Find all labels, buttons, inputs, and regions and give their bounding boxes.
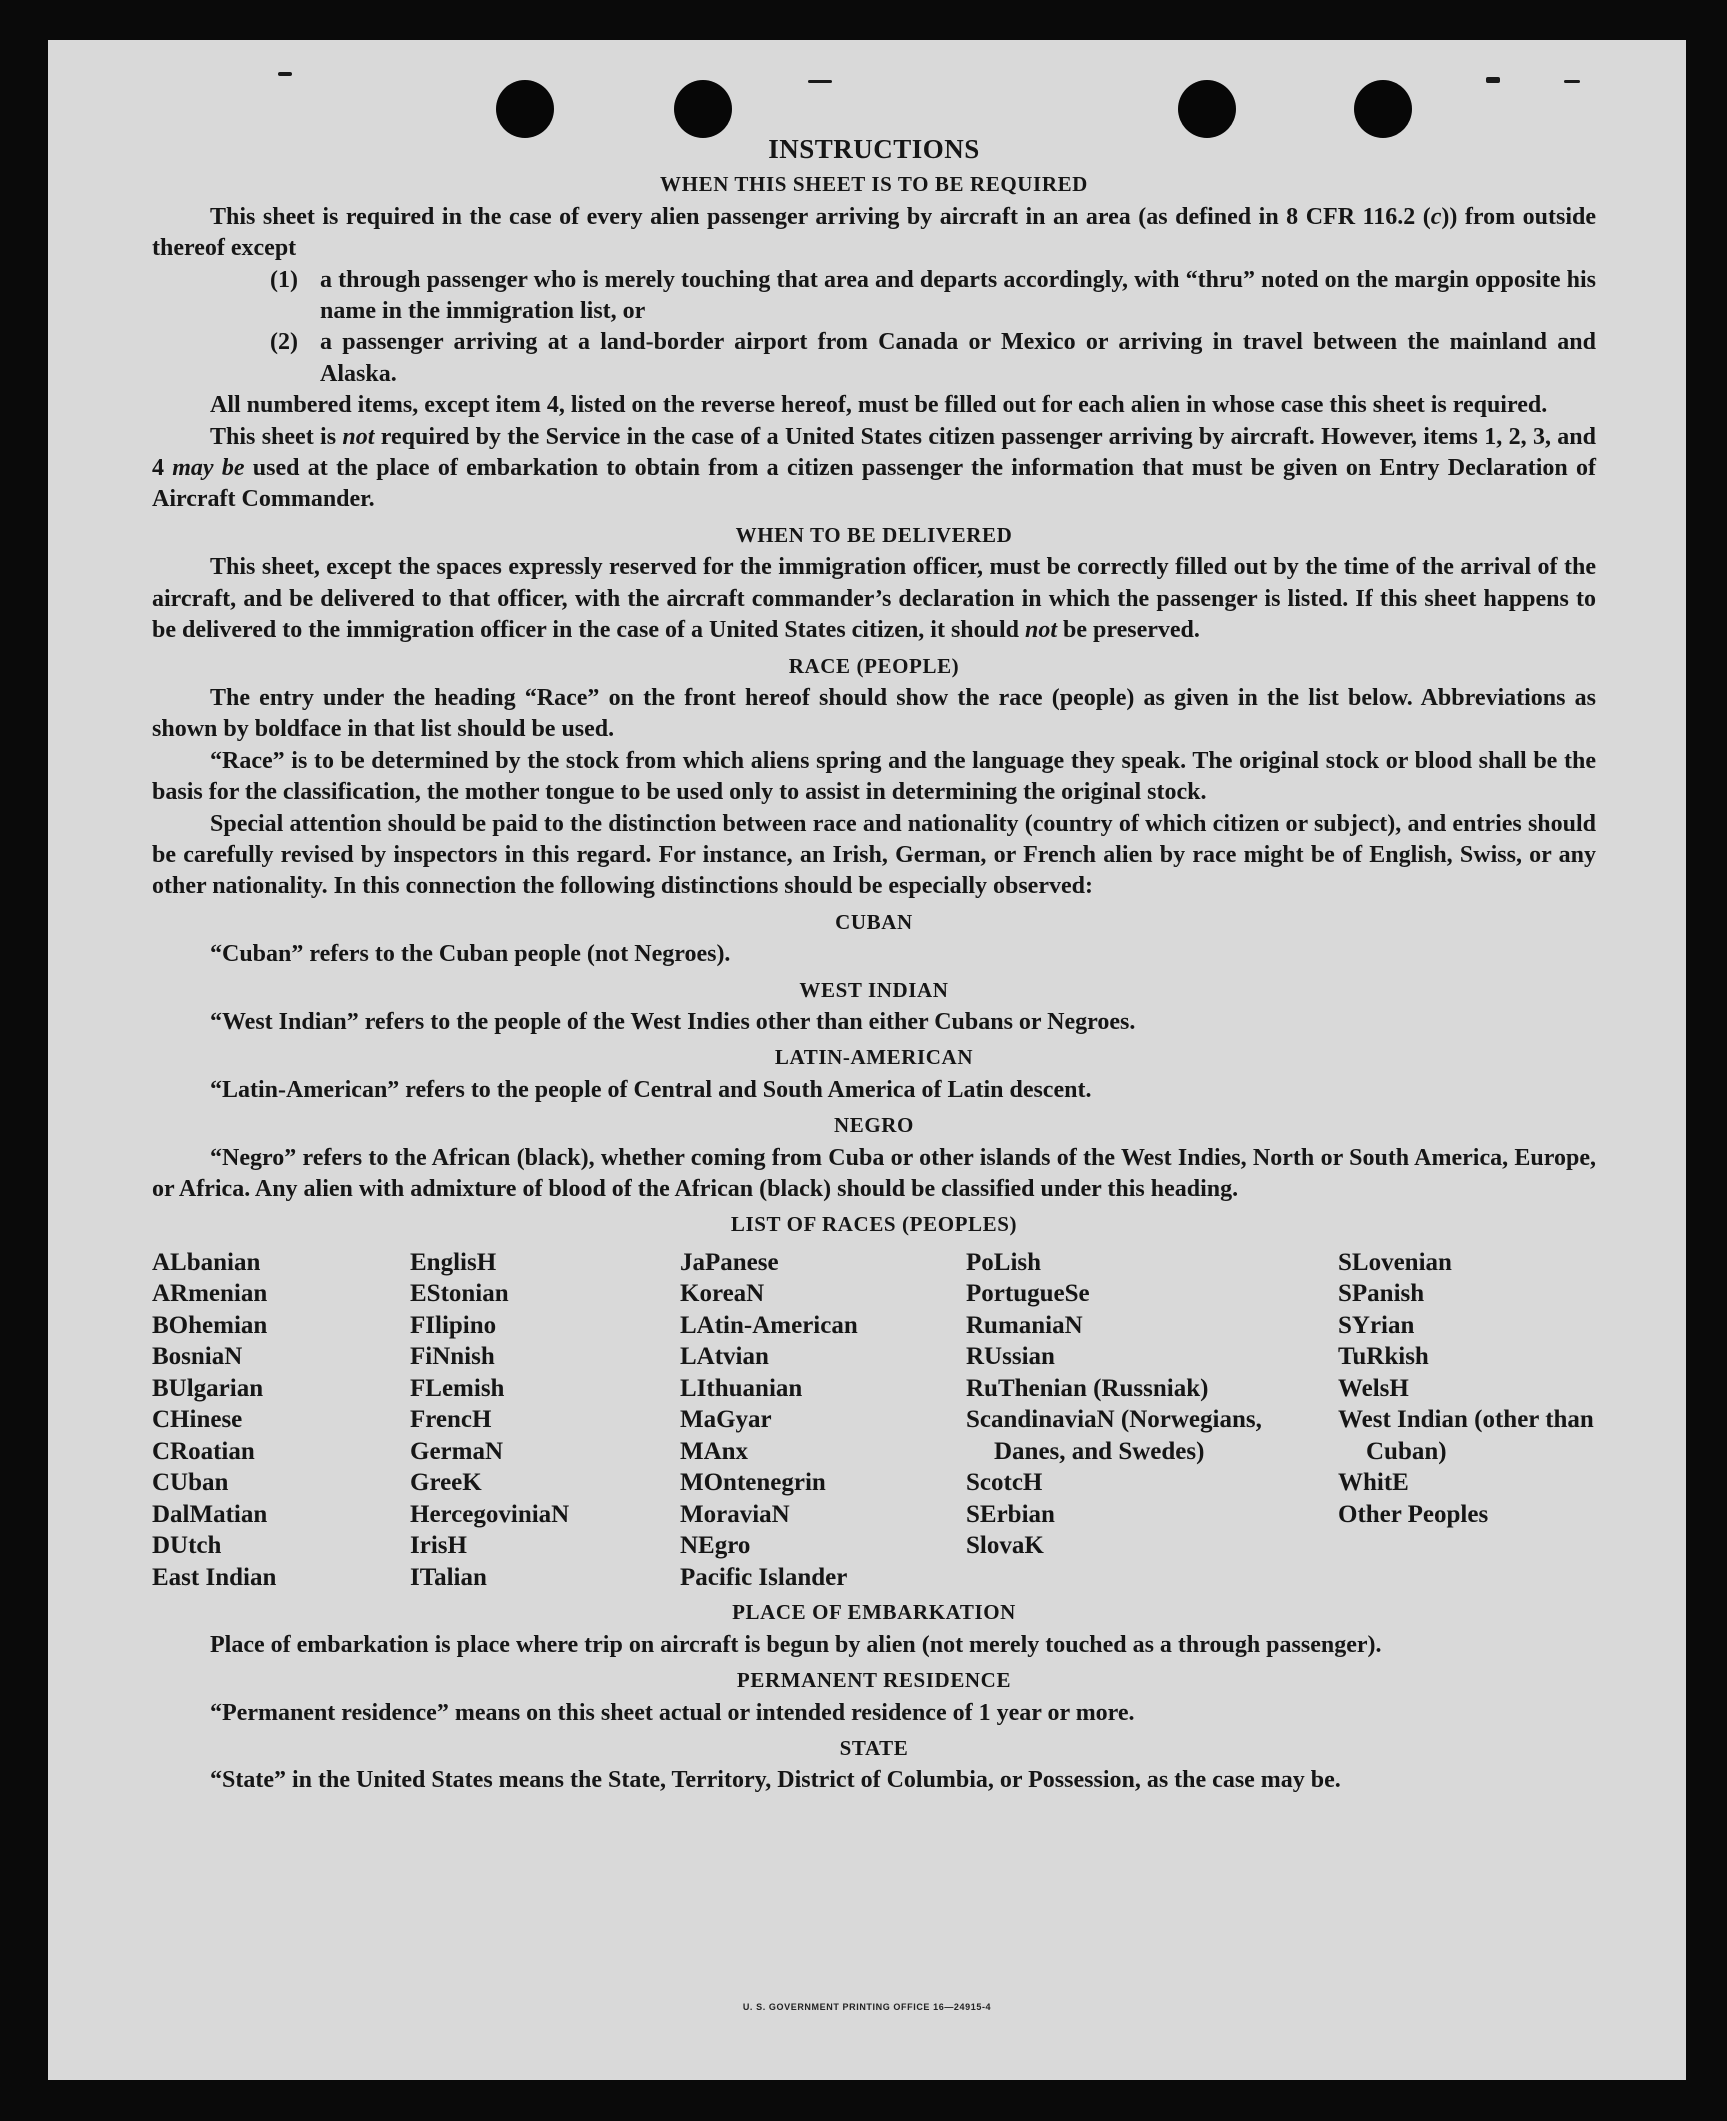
printing-office-footer: U. S. GOVERNMENT PRINTING OFFICE 16—24915-4 — [742, 2002, 992, 2012]
heading-when-delivered: WHEN TO BE DELIVERED — [735, 522, 1013, 547]
race-entry: SLovenian — [1338, 1248, 1452, 1276]
print-speck — [808, 80, 832, 83]
embarkation-text: Place of embarkation is place where trip on aircraft is begun by alien (not merely touched as a through passenger). — [210, 1631, 1382, 1658]
race-entry: FIlipino — [410, 1311, 497, 1339]
race-entry: LAtin-American — [680, 1311, 858, 1339]
race-entry: TuRkish — [1338, 1343, 1429, 1371]
race-entry: SErbian — [966, 1500, 1055, 1528]
race-entry: FLemish — [410, 1374, 505, 1402]
race-entry: RUssian — [966, 1343, 1055, 1371]
negro-text: “Negro” refers to the African (black), whether coming from Cuba or other islands of the West Indies, North or South America, Europe, or Africa. Any alien with admixture of blood of the African (black) should be classified under this heading. — [152, 1144, 1596, 1202]
race-entry: GermaN — [410, 1437, 504, 1465]
state-text: “State” in the United States means the State, Territory, District of Columbia, or Possession, as the case may be. — [210, 1767, 1341, 1794]
heading-negro: NEGRO — [833, 1113, 914, 1138]
race-column-2 — [410, 1247, 680, 1594]
race-entry: KoreaN — [680, 1280, 765, 1308]
print-speck — [1486, 77, 1500, 83]
race-entry: WhitE — [1338, 1469, 1409, 1497]
race-entry: ALbanian — [152, 1248, 261, 1276]
race-paragraph-3: Special attention should be paid to the distinction between race and nationality (country of which citizen or subject), and entries should be carefully revised by inspectors in this regard. For instance, an Irish, German, or French alien by race might be of English, Swiss, or any other nationality. In this connection the following distinctions should be especially observed: — [152, 810, 1596, 900]
race-entry: SPanish — [1338, 1280, 1425, 1308]
residence-text: “Permanent residence” means on this sheet actual or intended residence of 1 year or more. — [210, 1699, 1135, 1726]
punch-hole — [1354, 80, 1412, 138]
race-entry: BosniaN — [152, 1343, 243, 1371]
heading-when-required: WHEN THIS SHEET IS TO BE REQUIRED — [660, 172, 1088, 197]
race-column-3 — [680, 1247, 966, 1594]
race-column-1 — [152, 1247, 410, 1594]
heading-west-indian: WEST INDIAN — [799, 977, 949, 1002]
race-entry: SYrian — [1338, 1311, 1415, 1339]
heading-cuban: CUBAN — [835, 909, 913, 934]
race-entry: SlovaK — [966, 1532, 1044, 1560]
race-entry: ScandinaviaN (Norwegians, Danes, and Swedes) — [966, 1406, 1262, 1465]
page-title: INSTRUCTIONS — [768, 134, 980, 164]
race-entry: BUlgarian — [152, 1374, 264, 1402]
race-entry: PortugueSe — [966, 1280, 1090, 1308]
race-entry: PoLish — [966, 1248, 1042, 1276]
race-entry: West Indian (other than Cuban) — [1338, 1406, 1594, 1465]
exception-item-1: (1) a through passenger who is merely touching that area and departs accordingly, with “thru” noted on the margin opposite his name in the immigration list, or — [270, 266, 1596, 325]
race-entry: NEgro — [680, 1532, 751, 1560]
race-entry: Pacific Islander — [680, 1563, 848, 1591]
punch-hole — [1178, 80, 1236, 138]
exception-item-2: (2) a passenger arriving at a land-border airport from Canada or Mexico or arriving in travel between the mainland and Alaska. — [270, 329, 1596, 387]
latin-american-text: “Latin-American” refers to the people of Central and South America of Latin descent. — [210, 1076, 1092, 1103]
heading-list-of-races: LIST OF RACES (PEOPLES) — [730, 1212, 1018, 1237]
race-entry: ITalian — [410, 1563, 487, 1591]
race-entry: EStonian — [410, 1280, 509, 1308]
race-entry: CRoatian — [152, 1437, 255, 1465]
race-entry: CHinese — [152, 1406, 243, 1434]
race-entry: HercegoviniaN — [410, 1500, 570, 1528]
race-entry: BOhemian — [152, 1311, 268, 1339]
required-paragraph-2: All numbered items, except item 4, listed on the reverse hereof, must be filled out for each alien in whose case this sheet is required. — [210, 392, 1548, 419]
heading-permanent-residence: PERMANENT RESIDENCE — [736, 1668, 1012, 1693]
race-entry: East Indian — [152, 1563, 277, 1591]
document-page — [48, 40, 1686, 2080]
race-paragraph-2: “Race” is to be determined by the stock from which aliens spring and the language they speak. The original stock or blood shall be the basis for the classification, the mother tongue to be used only to assist in determining the original stock. — [152, 747, 1596, 806]
cuban-text: “Cuban” refers to the Cuban people (not Negroes). — [210, 941, 731, 968]
race-entry: MAnx — [680, 1437, 749, 1465]
race-entry: IrisH — [410, 1532, 467, 1560]
race-entry: GreeK — [410, 1469, 482, 1497]
race-entry: EnglisH — [410, 1248, 497, 1276]
print-speck — [278, 72, 292, 76]
required-paragraph-3: This sheet is not required by the Service in the case of a United States citizen passenger arriving by aircraft. However, items 1, 2, 3, and 4 may be used at the place of embarkation to obtain from a citizen passenger the information that must be given on Entry Declaration of Aircraft Commander. — [152, 423, 1596, 513]
race-entry: LIthuanian — [680, 1374, 803, 1402]
race-entry: WelsH — [1338, 1374, 1409, 1402]
race-entry: Other Peoples — [1338, 1500, 1489, 1528]
race-entry: DUtch — [152, 1532, 222, 1560]
print-speck — [1564, 80, 1580, 83]
race-entry: MoraviaN — [680, 1500, 790, 1528]
required-paragraph-1: This sheet is required in the case of every alien passenger arriving by aircraft in an area (as defined in 8 CFR 116.2 (c)) from outside thereof except — [152, 203, 1596, 262]
heading-state: STATE — [839, 1735, 909, 1760]
race-entry: CUban — [152, 1469, 229, 1497]
race-entry: JaPanese — [680, 1248, 779, 1276]
west-indian-text: “West Indian” refers to the people of the West Indies other than either Cubans or Negroes. — [210, 1008, 1136, 1035]
race-entry: DalMatian — [152, 1500, 268, 1528]
race-entry: LAtvian — [680, 1343, 769, 1371]
race-column-4 — [966, 1247, 1338, 1594]
race-list — [152, 1247, 1596, 1594]
race-paragraph-1: The entry under the heading “Race” on the front hereof should show the race (people) as given in the list below. Abbreviations as shown by boldface in that list should be used. — [152, 684, 1596, 743]
race-entry: FiNnish — [410, 1343, 495, 1371]
race-entry: FrencH — [410, 1406, 492, 1434]
heading-race: RACE (PEOPLE) — [788, 653, 960, 678]
race-entry: RuThenian (Russniak) — [966, 1374, 1209, 1402]
heading-place-of-embarkation: PLACE OF EMBARKATION — [732, 1600, 1016, 1625]
race-column-5 — [1338, 1247, 1596, 1594]
punch-hole — [496, 80, 554, 138]
heading-latin-american: LATIN-AMERICAN — [774, 1045, 974, 1070]
punch-hole — [674, 80, 732, 138]
race-entry: MOntenegrin — [680, 1469, 826, 1497]
race-entry: RumaniaN — [966, 1311, 1083, 1339]
race-entry: MaGyar — [680, 1406, 772, 1434]
instructions-content — [152, 134, 1596, 1797]
race-entry: ScotcH — [966, 1469, 1043, 1497]
delivered-paragraph: This sheet, except the spaces expressly reserved for the immigration officer, must be correctly filled out by the time of the arrival of the aircraft, and be delivered to that officer, with the aircraft commander’s declaration in which the passenger is listed. If this sheet happens to be delivered to the immigration officer in the case of a United States citizen, it should not be preserved. — [152, 554, 1596, 644]
race-entry: ARmenian — [152, 1280, 268, 1308]
